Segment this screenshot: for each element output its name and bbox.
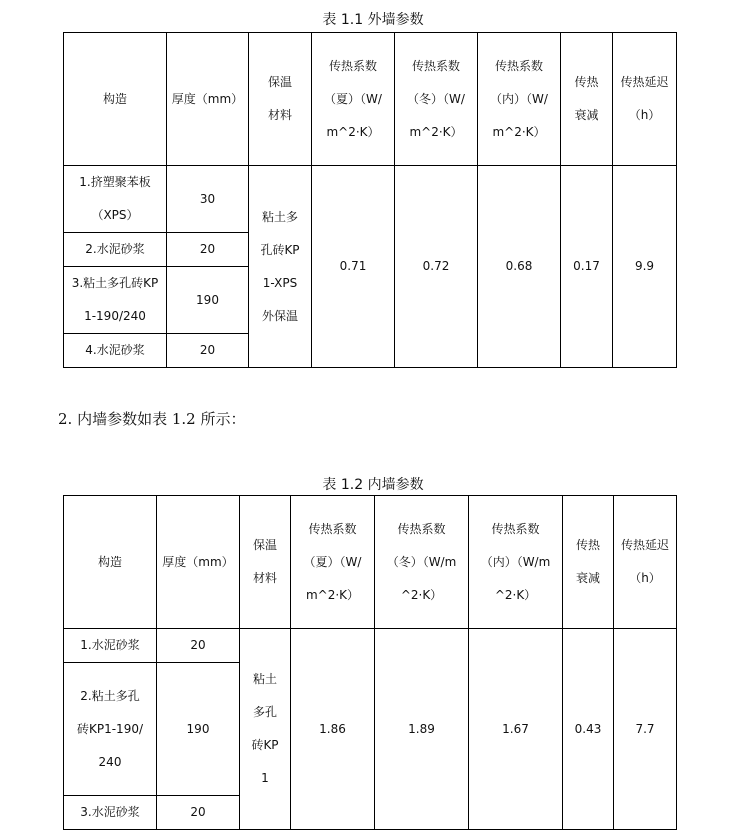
construction-cell: 3.粘土多孔砖KP1-190/240 <box>64 267 167 334</box>
table1-caption: 表 1.1 外墙参数 <box>322 12 424 28</box>
thickness-cell: 20 <box>157 629 240 663</box>
thickness-cell: 20 <box>167 233 249 267</box>
thickness-cell: 20 <box>167 334 249 368</box>
k-inner-cell: 1.67 <box>469 629 563 830</box>
header-thickness: 厚度（mm） <box>167 33 249 166</box>
thickness-cell: 30 <box>167 166 249 233</box>
inner-wall-table <box>63 495 677 830</box>
header-k-inner: 传热系数（内）（W/m^2·K） <box>469 496 563 629</box>
table2-caption: 表 1.2 内墙参数 <box>322 477 424 493</box>
header-k-winter: 传热系数（冬）（W/m^2·K） <box>375 496 469 629</box>
delay-cell: 9.9 <box>613 166 677 368</box>
insulation-cell: 粘土多孔砖KP1 <box>240 629 291 830</box>
k-summer-cell: 1.86 <box>291 629 375 830</box>
k-inner-cell: 0.68 <box>478 166 561 368</box>
attenuation-cell: 0.43 <box>563 629 614 830</box>
thickness-cell: 20 <box>157 796 240 830</box>
header-attenuation: 传热衰减 <box>561 33 613 166</box>
construction-cell: 2.水泥砂浆 <box>64 233 167 267</box>
header-k-summer: 传热系数（夏）（W/m^2·K） <box>291 496 375 629</box>
outer-wall-table <box>63 32 677 368</box>
construction-cell: 1.挤塑聚苯板（XPS） <box>64 166 167 233</box>
header-construction: 构造 <box>64 496 157 629</box>
delay-cell: 7.7 <box>614 629 677 830</box>
construction-cell: 2.粘土多孔砖KP1-190/240 <box>64 663 157 796</box>
k-summer-cell: 0.71 <box>312 166 395 368</box>
k-winter-cell: 1.89 <box>375 629 469 830</box>
insulation-cell: 粘土多孔砖KP1-XPS外保温 <box>249 166 312 368</box>
header-k-summer: 传热系数（夏）（W/m^2·K） <box>312 33 395 166</box>
header-k-winter: 传热系数（冬）（W/m^2·K） <box>395 33 478 166</box>
construction-cell: 1.水泥砂浆 <box>64 629 157 663</box>
thickness-cell: 190 <box>157 663 240 796</box>
k-winter-cell: 0.72 <box>395 166 478 368</box>
construction-cell: 3.水泥砂浆 <box>64 796 157 830</box>
header-delay: 传热延迟（h） <box>614 496 677 629</box>
header-insulation: 保温材料 <box>240 496 291 629</box>
header-insulation: 保温材料 <box>249 33 312 166</box>
header-thickness: 厚度（mm） <box>157 496 240 629</box>
header-construction: 构造 <box>64 33 167 166</box>
section-paragraph: 2. 内墙参数如表 1.2 所示： <box>58 410 246 428</box>
header-attenuation: 传热衰减 <box>563 496 614 629</box>
thickness-cell: 190 <box>167 267 249 334</box>
header-k-inner: 传热系数（内）（W/m^2·K） <box>478 33 561 166</box>
attenuation-cell: 0.17 <box>561 166 613 368</box>
header-delay: 传热延迟（h） <box>613 33 677 166</box>
construction-cell: 4.水泥砂浆 <box>64 334 167 368</box>
